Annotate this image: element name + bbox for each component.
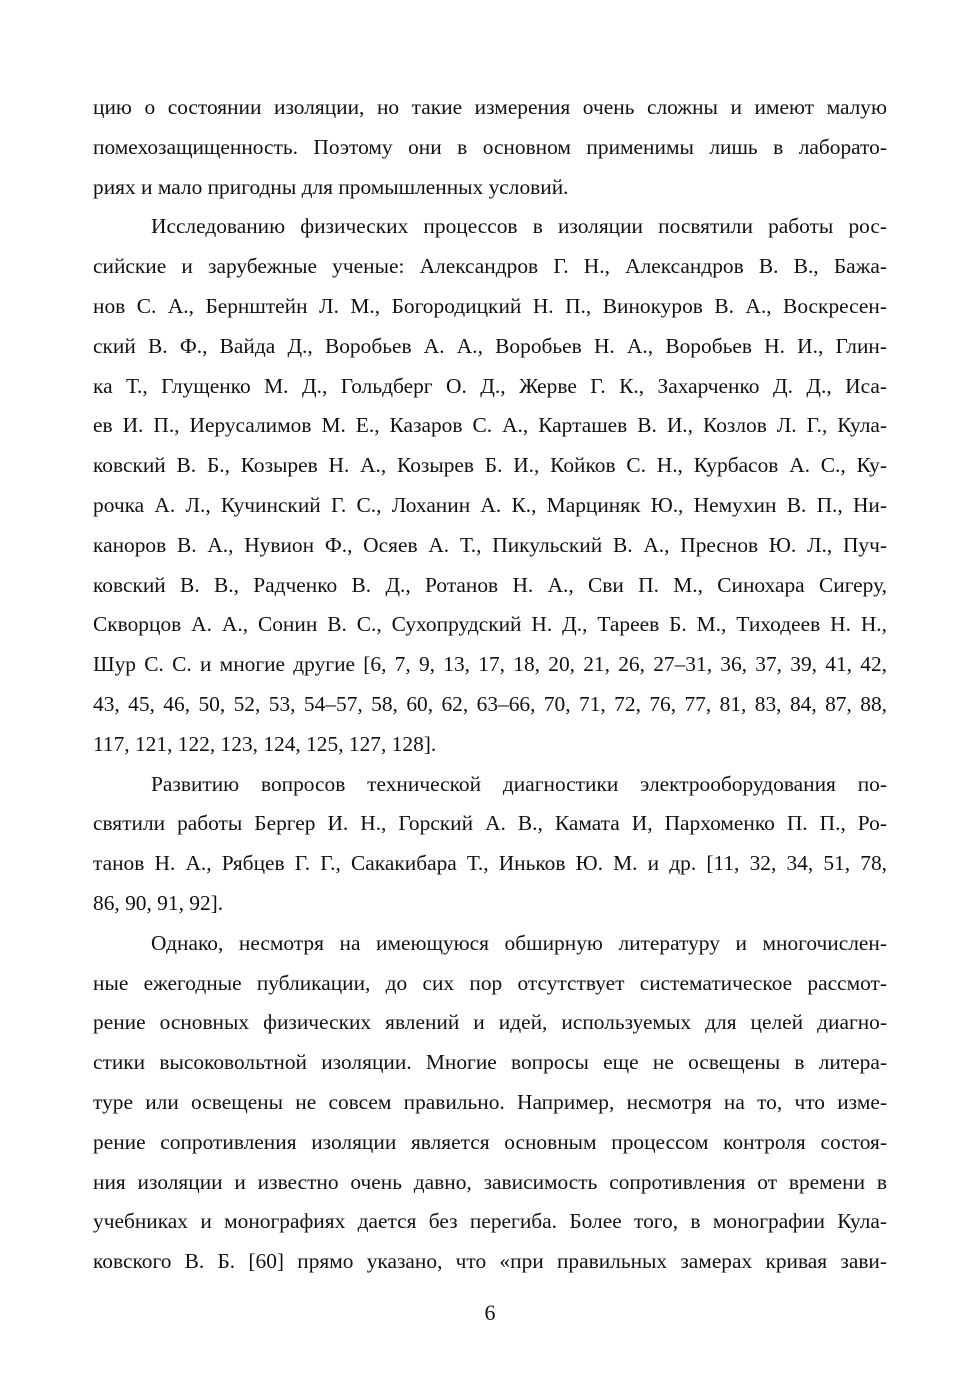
text-line: рение основных физических явлений и идей, используемых для целей диагно- xyxy=(93,1010,887,1035)
text-line: сийские и зарубежные ученые: Александров Г. Н., Александров В. В., Бажа- xyxy=(93,254,887,279)
text-line: Однако, несмотря на имеющуюся обширную литературу и многочислен- xyxy=(151,930,887,955)
text-line: Скворцов А. А., Сонин В. С., Сухопрудский Н. Д., Тареев Б. М., Тиходеев Н. Н., xyxy=(93,612,887,637)
text-line: помехозащищенность. Поэтому они в основном применимы лишь в лаборато- xyxy=(93,134,887,159)
text-line: ковского В. Б. [60] прямо указано, что «при правильных замерах кривая зави- xyxy=(93,1249,887,1274)
text-line: рение сопротивления изоляции является основным процессом контроля состоя- xyxy=(93,1129,887,1154)
text-line: ковский В. Б., Козырев Н. А., Козырев Б. И., Койков С. Н., Курбасов А. С., Ку- xyxy=(93,453,887,478)
body-text xyxy=(93,88,887,1282)
text-line: 117, 121, 122, 123, 124, 125, 127, 128]. xyxy=(93,731,437,756)
text-line: ев И. П., Иерусалимов М. Е., Казаров С. А., Карташев В. И., Козлов Л. Г., Кула- xyxy=(93,413,887,438)
text-line: ский В. Ф., Вайда Д., Воробьев А. А., Воробьев Н. А., Воробьев Н. И., Глин- xyxy=(93,333,887,358)
text-line: каноров В. А., Нувион Ф., Осяев А. Т., Пикульский В. А., Преснов Ю. Л., Пуч- xyxy=(93,532,887,557)
text-line: Исследованию физических процессов в изоляции посвятили работы рос- xyxy=(151,214,887,239)
text-line: святили работы Бергер И. Н., Горский А. В., Камата И, Пархоменко П. П., Ро- xyxy=(93,811,887,836)
text-line: 43, 45, 46, 50, 52, 53, 54–57, 58, 60, 62, 63–66, 70, 71, 72, 76, 77, 81, 83, 84, 87, 88, xyxy=(93,691,887,716)
text-line: ковский В. В., Радченко В. Д., Ротанов Н. А., Сви П. М., Синохара Сигеру, xyxy=(93,572,887,597)
text-line: учебниках и монографиях дается без перегиба. Более того, в монографии Кула- xyxy=(93,1209,887,1234)
page-number: 6 xyxy=(484,1300,496,1325)
text-line: Шур С. С. и многие другие [6, 7, 9, 13, 17, 18, 20, 21, 26, 27–31, 36, 37, 39, 41, 42, xyxy=(93,652,887,677)
text-line: ния изоляции и известно очень давно, зависимость сопротивления от времени в xyxy=(93,1169,887,1194)
text-line: рочка А. Л., Кучинский Г. С., Лоханин А. К., Марциняк Ю., Немухин В. П., Ни- xyxy=(93,492,887,517)
text-line: Развитию вопросов технической диагностики электрооборудования по- xyxy=(151,771,887,796)
text-line: цию о состоянии изоляции, но такие измерения очень сложны и имеют малую xyxy=(93,95,887,119)
text-line: стики высоковольтной изоляции. Многие вопросы еще не освещены в литера- xyxy=(93,1050,887,1075)
text-line: ка Т., Глущенко М. Д., Гольдберг О. Д., Жерве Г. К., Захарченко Д. Д., Иса- xyxy=(93,373,887,398)
text-line: танов Н. А., Рябцев Г. Г., Сакакибара Т., Иньков Ю. М. и др. [11, 32, 34, 51, 78, xyxy=(93,851,887,876)
text-line: нов С. А., Бернштейн Л. М., Богородицкий Н. П., Винокуров В. А., Воскресен- xyxy=(93,293,887,318)
text-line: туре или освещены не совсем правильно. Например, несмотря на то, что изме- xyxy=(93,1089,887,1114)
text-line: ные ежегодные публикации, до сих пор отсутствует систематическое рассмот- xyxy=(93,970,887,995)
text-line: 86, 90, 91, 92]. xyxy=(93,890,224,915)
text-line: риях и мало пригодны для промышленных условий. xyxy=(93,174,569,199)
